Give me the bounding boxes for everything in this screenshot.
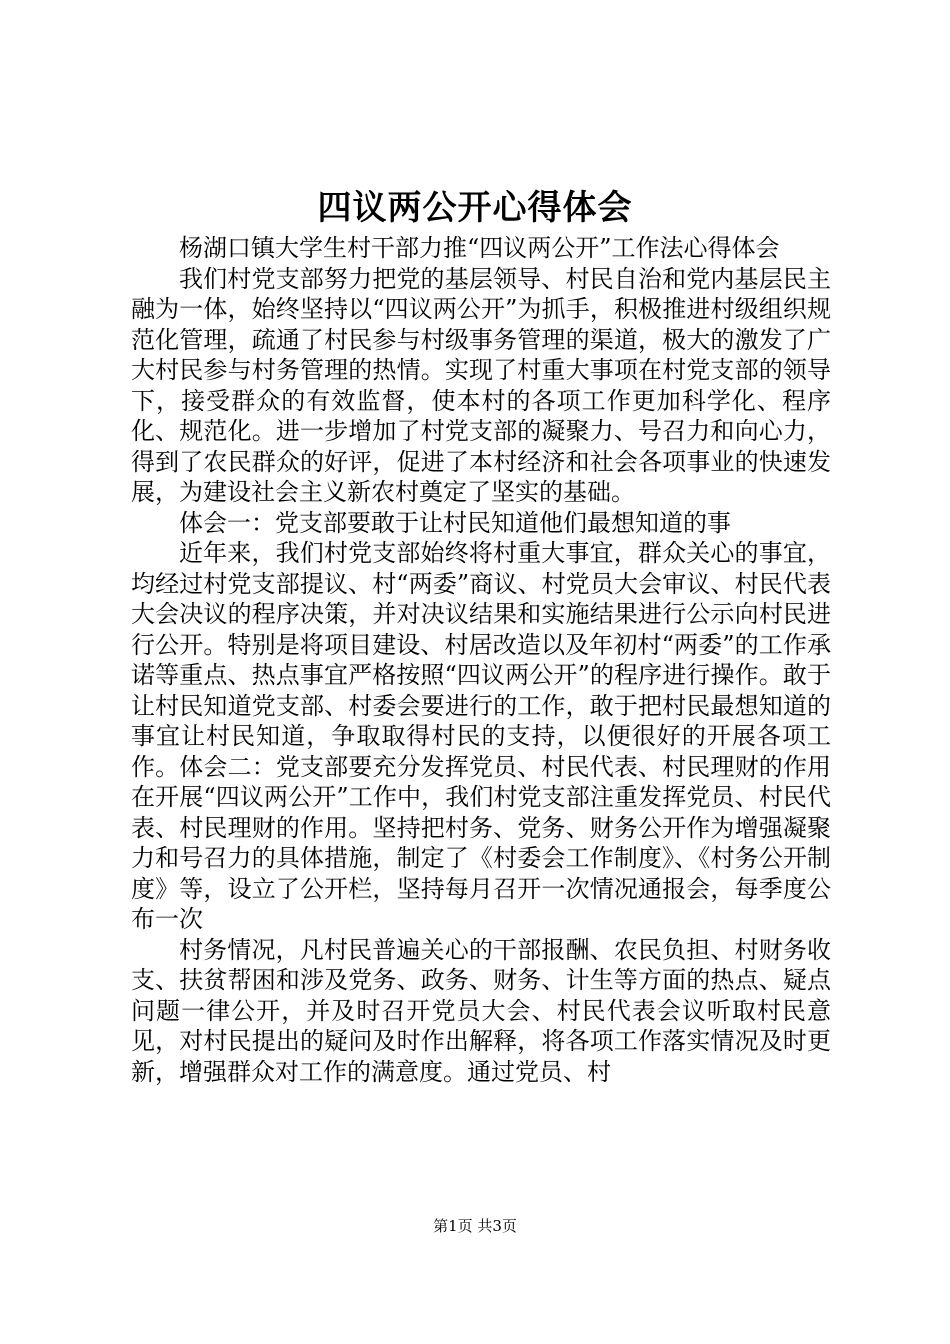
paragraph-continued: 村务情况，凡村民普遍关心的干部报酬、农民负担、村财务收支、扶贫帮困和涉及党务、政务、财务、计生等方面的热点、疑点问题一律公开，并及时召开党员大会、村民代表会议听取村民意见，对村民提出的疑问及时作出解释，将各项工作落实情况及时更新，增强群众对工作的满意度。通过党员、村 (131, 935, 831, 1086)
page-number-footer: 第1页 共3页 (433, 1217, 517, 1235)
paragraph-heading-one: 体会一：党支部要敢于让村民知道他们最想知道的事 (179, 508, 731, 537)
document-body (131, 233, 831, 1087)
paragraph-subtitle: 杨湖口镇大学生村干部力推“四议两公开”工作法心得体会 (179, 234, 780, 262)
paragraph-intro: 我们村党支部努力把党的基层领导、村民自治和党内基层民主融为一体，始终坚持以“四议两公开”为抓手，积极推进村级组织规范化管理，疏通了村民参与村级事务管理的渠道，极大的激发了广大村民参与村务管理的热情。实现了村重大事项在村党支部的领导下，接受群众的有效监督，使本村的各项工作更加科学化、程序化、规范化。进一步增加了村党支部的凝聚力、号召力和向心力，得到了农民群众的好评，促进了本村经济和社会各项事业的快速发展，为建设社会主义新农村奠定了坚实的基础。 (131, 264, 831, 506)
paragraph-section-one: 近年来，我们村党支部始终将村重大事宜，群众关心的事宜，均经过村党支部提议、村“两委”商议、村党员大会审议、村民代表大会决议的程序决策，并对决议结果和实施结果进行公示向村民进行公开。特别是将项目建设、村居改造以及年初村“两委”的工作承诺等重点、热点事宜严格按照“四议两公开”的程序进行操作。敢于让村民知道党支部、村委会要进行的工作，敢于把村民最想知道的事宜让村民知道，争取取得村民的支持，以便很好的开展各项工作。体会二：党支部要充分发挥党员、村民代表、村民理财的作用在开展“四议两公开”工作中，我们村党支部注重发挥党员、村民代表、村民理财的作用。坚持把村务、党务、财务公开作为增强凝聚力和号召力的具体措施，制定了《村委会工作制度》、《村务公开制度》等，设立了公开栏，坚持每月召开一次情况通报会，每季度公布一次 (131, 539, 831, 933)
document-title: 四议两公开心得体会 (317, 188, 633, 228)
